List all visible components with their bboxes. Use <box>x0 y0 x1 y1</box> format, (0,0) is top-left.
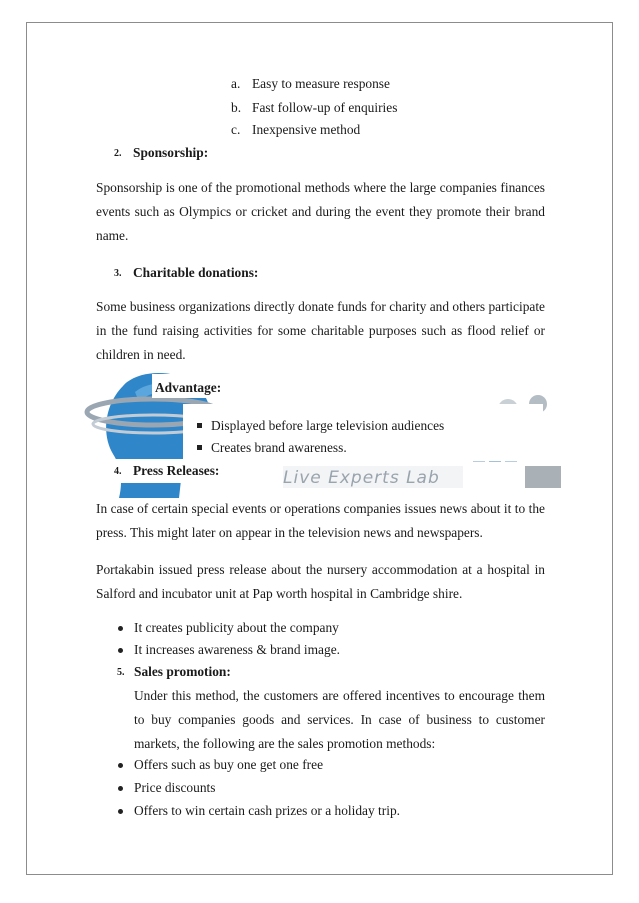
press-heading: Press Releases: <box>133 463 220 478</box>
list-marker-b: b. <box>231 100 242 115</box>
bullet-icon <box>118 648 123 653</box>
advantage-heading: Advantage: <box>155 380 222 395</box>
square-bullet-icon <box>197 423 202 428</box>
bullet-icon <box>118 763 123 768</box>
bullet-icon <box>118 626 123 631</box>
press-paragraph-1: In case of certain special events or operations companies issues news about it to the press. This might later on appear in the television news and newspapers. <box>96 501 545 540</box>
advantage-item-1: Displayed before large television audiences <box>211 418 445 433</box>
sales-paragraph: Under this method, the customers are offered incentives to encourage them to buy companies goods and services. In case of business to customer markets, the following are the sales promotion methods: <box>134 688 545 751</box>
charitable-paragraph: Some business organizations directly donate funds for charity and others participate in the fund raising activities for some charitable purposes such as flood relief or children in need. <box>96 299 545 362</box>
list-marker-c: c. <box>231 122 241 137</box>
sales-heading: Sales promotion: <box>134 664 231 679</box>
list-item-c: Inexpensive method <box>252 122 361 137</box>
sales-bullet-2: Price discounts <box>134 780 216 795</box>
advantage-item-2: Creates brand awareness. <box>211 440 347 455</box>
square-bullet-icon <box>197 445 202 450</box>
bullet-icon <box>118 809 123 814</box>
watermark-text: Live Experts Lab <box>283 468 440 488</box>
charitable-heading: Charitable donations: <box>133 265 259 280</box>
list-marker-a: a. <box>231 76 241 91</box>
press-bullet-2: It increases awareness & brand image. <box>134 642 340 657</box>
sales-bullet-3: Offers to win certain cash prizes or a holiday trip. <box>134 803 400 818</box>
sponsorship-number: 2. <box>114 148 122 159</box>
press-paragraph-2: Portakabin issued press release about the nursery accommodation at a hospital in Salford and incubator unit at Pap worth hospital in Cambridge shire. <box>96 562 545 601</box>
sponsorship-heading: Sponsorship: <box>133 145 209 160</box>
list-item-a: Easy to measure response <box>252 76 390 91</box>
sales-bullet-1: Offers such as buy one get one free <box>134 757 324 772</box>
list-item-b: Fast follow-up of enquiries <box>252 100 398 115</box>
press-number: 4. <box>114 466 122 477</box>
sales-number: 5. <box>117 667 125 678</box>
charitable-number: 3. <box>114 268 122 279</box>
sponsorship-paragraph: Sponsorship is one of the promotional methods where the large companies finances events such as Olympics or cricket and during the event they promote their brand name. <box>96 180 545 243</box>
bullet-icon <box>118 786 123 791</box>
press-bullet-1: It creates publicity about the company <box>134 620 339 635</box>
